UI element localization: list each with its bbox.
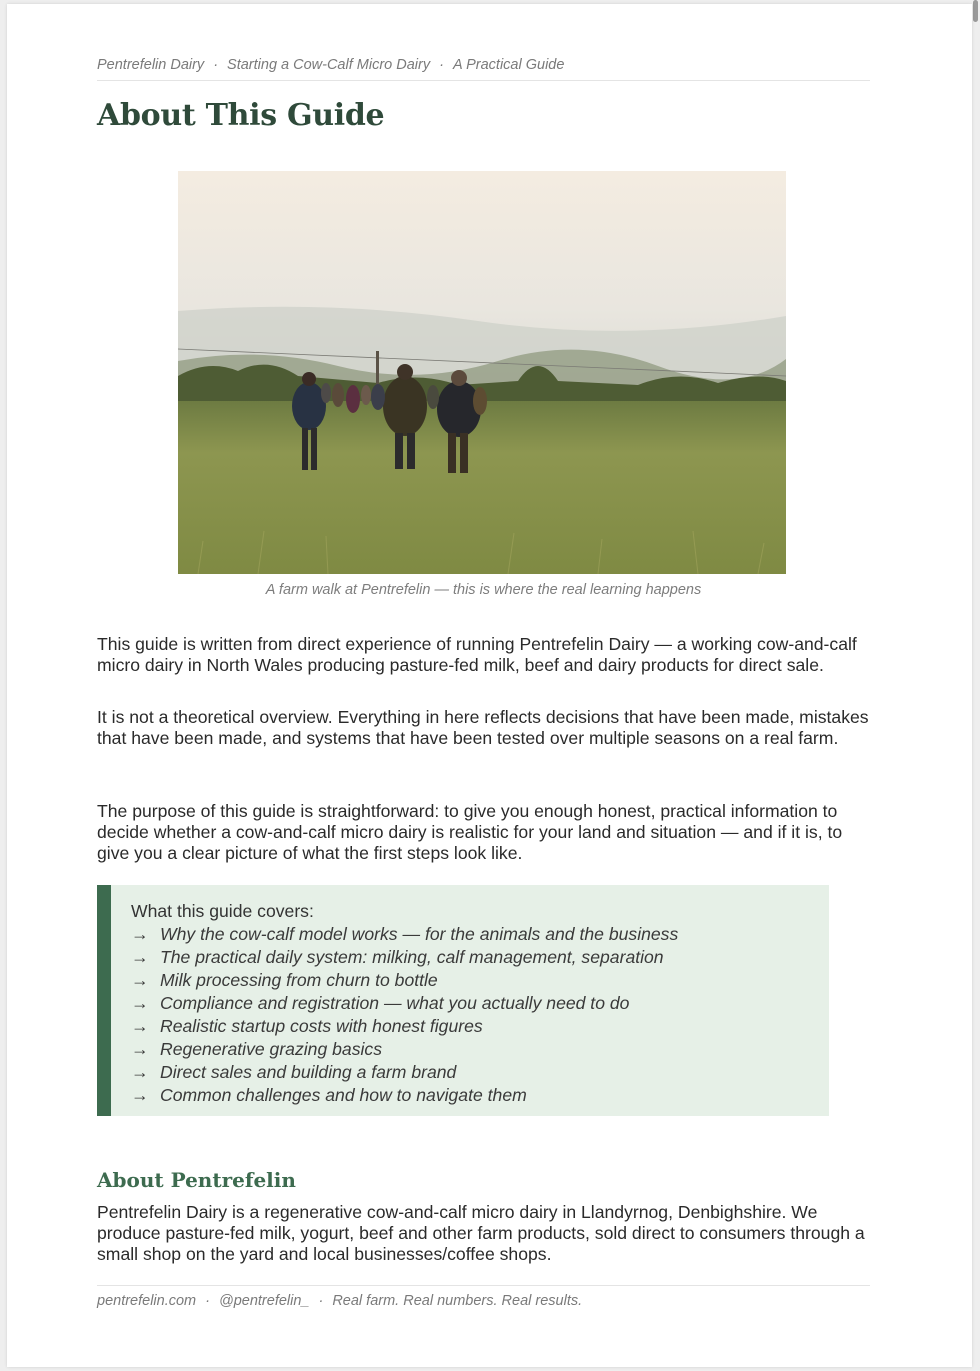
list-item-text: Compliance and registration — what you actually need to do: [160, 993, 630, 1013]
list-item: [131, 923, 829, 946]
footer-separator: ·: [205, 1293, 210, 1309]
breadcrumb-doc: A Practical Guide: [452, 57, 565, 73]
list-item: [131, 1038, 829, 1061]
footer-separator: ·: [318, 1293, 324, 1309]
purpose-paragraph: The purpose of this guide is straightforward: to give you enough honest, practical information to decide whether a cow-and-calf micro dairy is realistic for your land and situation — and if it is, to give you a clear picture of what the first steps look like.: [97, 801, 843, 863]
breadcrumb-site: Pentrefelin Dairy: [97, 57, 205, 73]
guide-contents-callout: [97, 885, 829, 1116]
list-item-text: Why the cow-calf model works — for the animals and the business: [160, 924, 679, 944]
list-item-text: Direct sales and building a farm brand: [160, 1062, 457, 1082]
arrow-right-icon: →: [131, 1016, 149, 1036]
list-item: [131, 1084, 829, 1107]
farm-walk-illustration: [178, 171, 786, 574]
list-item-text: Regenerative grazing basics: [160, 1039, 383, 1059]
breadcrumb-separator: ·: [439, 57, 444, 73]
arrow-right-icon: →: [131, 1085, 149, 1105]
about-paragraph: Pentrefelin Dairy is a regenerative cow-and-calf micro dairy in Llandyrnog, Denbighshire. We produce pasture-fed milk, yogurt, beef and other farm products, sold direct to consumers through a small shop on the yard and local businesses/coffee shops.: [97, 1202, 865, 1264]
footer-social-handle[interactable]: @pentrefelin_: [218, 1293, 310, 1309]
list-item-text: Milk processing from churn to bottle: [160, 970, 438, 990]
list-item: [131, 969, 829, 992]
photo-caption: A farm walk at Pentrefelin — this is where the real learning happens: [265, 582, 702, 598]
scrollbar-thumb[interactable]: [973, 0, 978, 22]
list-item: [131, 1061, 829, 1084]
breadcrumb-separator: ·: [213, 57, 219, 73]
approach-paragraph: It is not a theoretical overview. Everything in here reflects decisions that have been made, mistakes that have been made, and systems that have been tested over multiple seasons on a real farm.: [97, 707, 869, 748]
footer-tagline: Real farm. Real numbers. Real results.: [332, 1293, 583, 1309]
covers-list: [131, 923, 829, 1107]
callout-heading: What this guide covers:: [131, 901, 314, 921]
list-item-text: Realistic startup costs with honest figures: [160, 1016, 483, 1036]
page-footer: [97, 1285, 870, 1309]
arrow-right-icon: →: [131, 1039, 149, 1059]
list-item: [131, 992, 829, 1015]
arrow-right-icon: →: [131, 1062, 149, 1082]
running-header: [97, 57, 870, 81]
arrow-right-icon: →: [131, 993, 149, 1013]
list-item-text: The practical daily system: milking, calf management, separation: [160, 947, 664, 967]
breadcrumb-topic: Starting a Cow-Calf Micro Dairy: [227, 57, 431, 73]
farm-walk-photo: [178, 171, 786, 574]
arrow-right-icon: →: [131, 970, 149, 990]
arrow-right-icon: →: [131, 924, 149, 944]
intro-paragraph: This guide is written from direct experience of running Pentrefelin Dairy — a working cow-and-calf micro dairy in North Wales producing pasture-fed milk, beef and dairy products for direct sale.: [97, 634, 857, 675]
arrow-right-icon: →: [131, 947, 149, 967]
list-item: [131, 946, 829, 969]
page-title: About This Guide: [97, 98, 385, 133]
footer-website-link[interactable]: pentrefelin.com: [97, 1293, 197, 1309]
list-item-text: Common challenges and how to navigate them: [160, 1085, 527, 1105]
about-heading: About Pentrefelin: [97, 1168, 296, 1192]
list-item: [131, 1015, 829, 1038]
